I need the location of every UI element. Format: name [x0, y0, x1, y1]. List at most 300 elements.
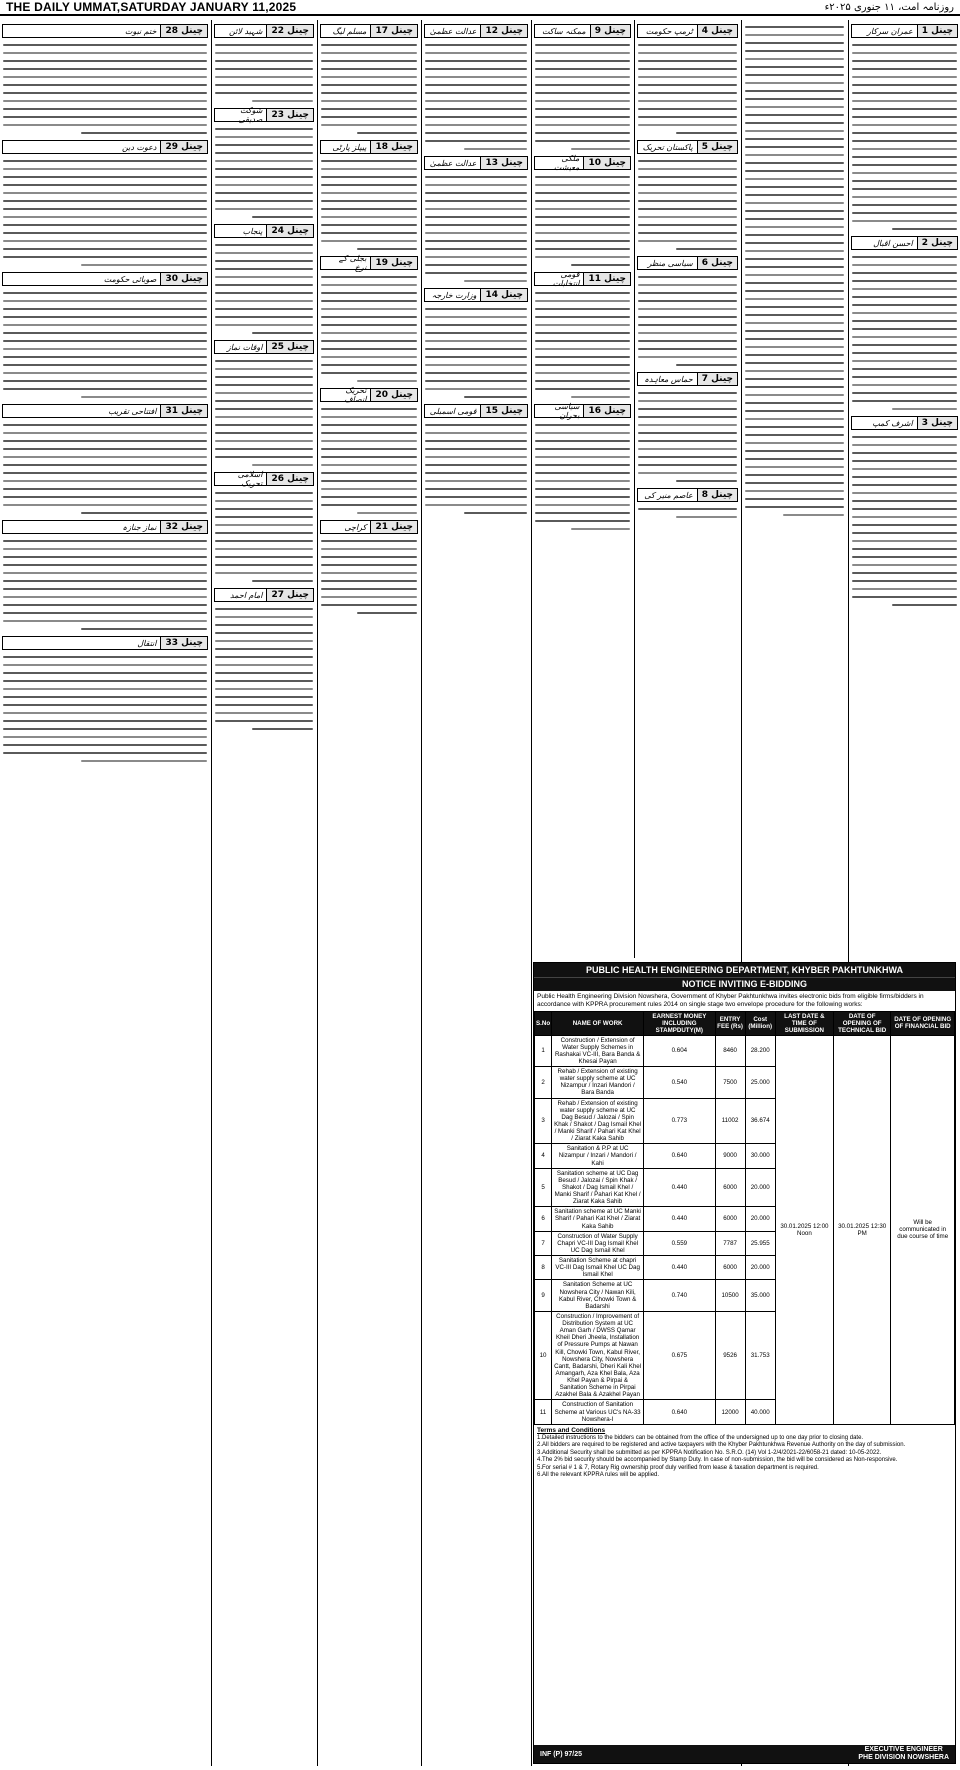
- text-line: [3, 208, 207, 210]
- news-item-header: [2, 140, 208, 154]
- text-line: [321, 488, 417, 490]
- text-line: [745, 442, 844, 444]
- text-line: [215, 704, 313, 706]
- text-line: [321, 216, 417, 218]
- news-item-number: چینل 21: [370, 521, 417, 533]
- news-item-title: انتقال: [137, 638, 157, 648]
- text-line: [745, 402, 844, 404]
- text-line: [215, 324, 313, 326]
- news-item-body: [321, 44, 417, 134]
- news-item-title: ملکی معیشت: [553, 154, 580, 172]
- text-line: [215, 508, 313, 510]
- text-line: [215, 448, 313, 450]
- text-line: [321, 76, 417, 78]
- text-line: [852, 212, 957, 214]
- text-line: [745, 74, 844, 76]
- text-line: [425, 44, 527, 46]
- text-line: [425, 52, 527, 54]
- text-line: [852, 556, 957, 558]
- news-item-title: تحریک انصاف: [344, 386, 367, 404]
- text-line: [852, 368, 957, 370]
- text-line: [852, 156, 957, 158]
- text-line: [535, 372, 630, 374]
- text-line: [3, 116, 207, 118]
- text-line: [3, 424, 207, 426]
- column-7: [211, 20, 316, 1766]
- text-line: [81, 512, 207, 514]
- text-line: [3, 224, 207, 226]
- text-line: [852, 124, 957, 126]
- text-line: [425, 372, 527, 374]
- text-line: [892, 408, 957, 410]
- text-line: [425, 108, 527, 110]
- text-line: [215, 516, 313, 518]
- text-line: [852, 328, 957, 330]
- news-item-title: حماس معاہدہ: [644, 374, 693, 384]
- text-line: [852, 264, 957, 266]
- text-line: [357, 612, 417, 614]
- news-item-header: [534, 24, 631, 38]
- news-item-title: قومی اسمبلی: [429, 406, 477, 416]
- text-line: [215, 456, 313, 458]
- news-item-body: [215, 128, 313, 218]
- text-line: [3, 540, 207, 542]
- text-line: [571, 148, 630, 150]
- text-line: [745, 138, 844, 140]
- tender-cell-sno: 8: [535, 1256, 552, 1280]
- text-line: [852, 76, 957, 78]
- text-line: [745, 250, 844, 252]
- text-line: [745, 346, 844, 348]
- text-line: [425, 92, 527, 94]
- text-line: [745, 306, 844, 308]
- text-line: [425, 132, 527, 134]
- text-line: [745, 474, 844, 476]
- tender-cell-sno: 6: [535, 1207, 552, 1231]
- text-line: [745, 154, 844, 156]
- text-line: [852, 68, 957, 70]
- tender-cell-sno: 3: [535, 1098, 552, 1144]
- text-line: [425, 388, 527, 390]
- text-line: [852, 376, 957, 378]
- news-item-title: ختم نبوت: [124, 26, 157, 36]
- news-item-header: [637, 372, 738, 386]
- text-line: [745, 370, 844, 372]
- text-line: [745, 178, 844, 180]
- text-line: [745, 490, 844, 492]
- text-line: [425, 356, 527, 358]
- text-line: [215, 184, 313, 186]
- tender-cell-work: Sanitation Scheme at chapri VC-III Dag Ismail Khel UC Dag Ismail Khel: [552, 1256, 644, 1280]
- news-item-title: عدالت عظمیٰ: [429, 26, 477, 36]
- text-line: [852, 140, 957, 142]
- ad-term-item: 5.For serial # 1 & 7, Rotary Rig ownership proof duly verified from lease & taxation department is required.: [537, 1464, 819, 1471]
- text-line: [535, 200, 630, 202]
- news-item-body: [3, 540, 207, 630]
- text-line: [321, 332, 417, 334]
- text-line: [321, 356, 417, 358]
- news-item-number: چینل 25: [266, 341, 313, 353]
- text-line: [638, 192, 737, 194]
- text-line: [3, 184, 207, 186]
- text-line: [321, 192, 417, 194]
- text-line: [535, 364, 630, 366]
- news-item-number: چینل 3: [917, 417, 957, 429]
- text-line: [252, 100, 313, 102]
- text-line: [852, 288, 957, 290]
- text-line: [745, 386, 844, 388]
- news-item-title: پنجاب: [242, 226, 263, 236]
- news-item-number: چینل 9: [590, 25, 630, 37]
- text-line: [321, 44, 417, 46]
- text-line: [745, 498, 844, 500]
- text-line: [745, 162, 844, 164]
- text-line: [321, 456, 417, 458]
- text-line: [852, 532, 957, 534]
- text-line: [638, 44, 737, 46]
- text-line: [357, 248, 417, 250]
- text-line: [852, 492, 957, 494]
- news-item-body: [425, 424, 527, 514]
- text-line: [215, 92, 313, 94]
- news-item-body: [425, 44, 527, 150]
- news-item-header: [851, 236, 958, 250]
- tender-cell-cost: 20.000: [745, 1207, 775, 1231]
- text-line: [321, 224, 417, 226]
- text-line: [215, 60, 313, 62]
- text-line: [3, 728, 207, 730]
- text-line: [215, 624, 313, 626]
- text-line: [215, 680, 313, 682]
- text-line: [3, 176, 207, 178]
- text-line: [425, 248, 527, 250]
- news-item-number: چینل 26: [266, 473, 313, 485]
- text-line: [3, 440, 207, 442]
- text-line: [638, 472, 737, 474]
- news-item-header: [2, 404, 208, 418]
- text-line: [321, 496, 417, 498]
- news-item-title: عمران سرکار: [867, 26, 913, 36]
- text-line: [852, 180, 957, 182]
- tender-cell-em: 0.440: [644, 1256, 715, 1280]
- text-line: [745, 122, 844, 124]
- text-line: [852, 524, 957, 526]
- text-line: [215, 276, 313, 278]
- text-line: [215, 300, 313, 302]
- news-item-body: [535, 44, 630, 150]
- ad-term-item: 6.All the relevant KPPRA rules will be applied.: [537, 1472, 660, 1479]
- text-line: [215, 556, 313, 558]
- text-line: [745, 218, 844, 220]
- text-line: [745, 170, 844, 172]
- text-line: [3, 596, 207, 598]
- text-line: [425, 332, 527, 334]
- tender-advertisement: [533, 962, 956, 1764]
- text-line: [215, 656, 313, 658]
- text-line: [3, 364, 207, 366]
- tender-table-row: [535, 1035, 955, 1067]
- news-item-title: ممکنہ ساکت: [541, 26, 586, 36]
- text-line: [852, 220, 957, 222]
- text-line: [638, 416, 737, 418]
- text-line: [745, 42, 844, 44]
- text-line: [3, 712, 207, 714]
- text-line: [638, 224, 737, 226]
- text-line: [3, 372, 207, 374]
- news-item-title: وزارت خارجہ: [431, 290, 477, 300]
- tender-cell-cost: 20.000: [745, 1168, 775, 1207]
- tender-cell-fee: 10500: [715, 1280, 745, 1312]
- text-line: [535, 380, 630, 382]
- text-line: [638, 168, 737, 170]
- text-line: [745, 90, 844, 92]
- news-item-body: [535, 176, 630, 266]
- text-line: [321, 52, 417, 54]
- text-line: [571, 396, 630, 398]
- news-item-body: [852, 256, 957, 410]
- text-line: [3, 736, 207, 738]
- news-item-body: [215, 360, 313, 466]
- text-line: [852, 312, 957, 314]
- text-line: [321, 92, 417, 94]
- news-item-body: [215, 608, 313, 730]
- text-line: [321, 416, 417, 418]
- news-item-header: [214, 472, 314, 486]
- text-line: [745, 338, 844, 340]
- text-line: [215, 368, 313, 370]
- text-line: [638, 76, 737, 78]
- tender-table-column-header: S.No: [535, 1011, 552, 1035]
- text-line: [357, 380, 417, 382]
- ad-terms: [534, 1425, 955, 1482]
- text-line: [3, 240, 207, 242]
- text-line: [535, 292, 630, 294]
- text-line: [425, 224, 527, 226]
- text-line: [852, 116, 957, 118]
- text-line: [321, 60, 417, 62]
- text-line: [852, 92, 957, 94]
- text-line: [3, 620, 207, 622]
- text-line: [3, 580, 207, 582]
- news-item-title: شہید لائن: [229, 26, 263, 36]
- text-line: [852, 204, 957, 206]
- news-item-body: [535, 424, 630, 530]
- tender-cell-em: 0.640: [644, 1400, 715, 1424]
- text-line: [535, 140, 630, 142]
- news-item-number: چینل 15: [480, 405, 527, 417]
- text-line: [425, 432, 527, 434]
- tender-cell-work: Sanitation & P.P at UC Nizampur / Inzari / Mandori / Kahi: [552, 1144, 644, 1168]
- news-item-body: [745, 26, 844, 516]
- text-line: [425, 184, 527, 186]
- text-line: [852, 272, 957, 274]
- text-line: [535, 324, 630, 326]
- text-line: [535, 100, 630, 102]
- text-line: [535, 424, 630, 426]
- text-line: [215, 664, 313, 666]
- news-item-body: [321, 540, 417, 614]
- ad-term-item: 1.Detailed instructions to the bidders can be obtained from the office of the undersigned up to one day prior to closing date.: [537, 1434, 864, 1441]
- news-item-title: سیاسی منظر: [647, 258, 693, 268]
- news-item-number: چینل 31: [160, 405, 207, 417]
- text-line: [535, 240, 630, 242]
- text-line: [852, 436, 957, 438]
- news-item-number: چینل 10: [583, 157, 630, 169]
- text-line: [321, 184, 417, 186]
- text-line: [3, 380, 207, 382]
- text-line: [535, 216, 630, 218]
- tender-cell-fee: 12000: [715, 1400, 745, 1424]
- text-line: [3, 232, 207, 234]
- tender-cell-em: 0.640: [644, 1144, 715, 1168]
- text-line: [425, 84, 527, 86]
- text-line: [852, 564, 957, 566]
- tender-table-column-header: LAST DATE & TIME OF SUBMISSION: [775, 1011, 833, 1035]
- text-line: [321, 316, 417, 318]
- tender-cell-fee: 6000: [715, 1256, 745, 1280]
- text-line: [745, 450, 844, 452]
- text-line: [215, 52, 313, 54]
- text-line: [638, 308, 737, 310]
- text-line: [321, 348, 417, 350]
- text-line: [745, 66, 844, 68]
- text-line: [3, 496, 207, 498]
- tender-cell-em: 0.740: [644, 1280, 715, 1312]
- news-item-header: [320, 140, 418, 154]
- text-line: [852, 304, 957, 306]
- news-item-title: شوکت صدیقی: [238, 106, 263, 124]
- text-line: [3, 548, 207, 550]
- text-line: [215, 376, 313, 378]
- text-line: [535, 44, 630, 46]
- text-line: [852, 108, 957, 110]
- text-line: [852, 596, 957, 598]
- text-line: [638, 240, 737, 242]
- news-item-number: چینل 30: [160, 273, 207, 285]
- text-line: [852, 52, 957, 54]
- news-item-header: [424, 156, 528, 170]
- text-line: [638, 448, 737, 450]
- text-line: [638, 200, 737, 202]
- text-line: [852, 540, 957, 542]
- text-line: [215, 152, 313, 154]
- text-line: [571, 528, 630, 530]
- text-line: [638, 92, 737, 94]
- news-item-header: [214, 24, 314, 38]
- text-line: [3, 604, 207, 606]
- text-line: [852, 44, 957, 46]
- column-3: [634, 20, 740, 958]
- text-line: [215, 176, 313, 178]
- news-item-title: پاکستان تحریک: [642, 142, 693, 152]
- text-line: [852, 148, 957, 150]
- text-line: [321, 308, 417, 310]
- text-line: [535, 108, 630, 110]
- text-line: [745, 394, 844, 396]
- text-line: [745, 106, 844, 108]
- text-line: [215, 632, 313, 634]
- text-line: [535, 448, 630, 450]
- tender-cell-work: Sanitation scheme at UC Dag Besud / Jalozai / Spin Khak / Shakot / Dag Ismail Khel / Manki Sharif / Pahari Kat Khel / Ziarat Kaka Sahib: [552, 1168, 644, 1207]
- text-line: [3, 308, 207, 310]
- text-line: [3, 744, 207, 746]
- ad-intro: Public Health Engineering Division Nowshera, Government of Khyber Pakhtunkhwa invites electronic bids from eligible firms/bidders in accordance with KPPRA procurement rules 2014 on single stage two envelope procedure for the following works:: [537, 993, 924, 1008]
- text-line: [638, 456, 737, 458]
- news-item-number: چینل 14: [480, 289, 527, 301]
- text-line: [745, 362, 844, 364]
- text-line: [215, 696, 313, 698]
- news-item-header: [637, 140, 738, 154]
- text-line: [638, 84, 737, 86]
- text-line: [215, 608, 313, 610]
- tender-cell-sno: 10: [535, 1311, 552, 1400]
- news-item-number: چینل 17: [370, 25, 417, 37]
- text-line: [745, 426, 844, 428]
- text-line: [3, 588, 207, 590]
- news-item-body: [215, 44, 313, 102]
- tender-table-column-header: ENTRY FEE (Rs): [715, 1011, 745, 1035]
- text-line: [3, 556, 207, 558]
- text-line: [425, 68, 527, 70]
- text-line: [215, 432, 313, 434]
- tender-cell-em: 0.559: [644, 1231, 715, 1255]
- text-line: [215, 416, 313, 418]
- text-line: [425, 192, 527, 194]
- text-line: [215, 384, 313, 386]
- text-line: [3, 472, 207, 474]
- text-line: [425, 100, 527, 102]
- text-line: [3, 464, 207, 466]
- text-line: [215, 168, 313, 170]
- text-line: [852, 384, 957, 386]
- news-item-title: ٹرمپ حکومت: [645, 26, 693, 36]
- text-line: [535, 488, 630, 490]
- tender-cell-last-date: 30.01.2025 12:00 Noon: [775, 1035, 833, 1424]
- text-line: [852, 484, 957, 486]
- tender-cell-cost: 35.000: [745, 1280, 775, 1312]
- text-line: [215, 564, 313, 566]
- text-line: [3, 76, 207, 78]
- tender-cell-sno: 2: [535, 1067, 552, 1099]
- tender-cell-cost: 25.955: [745, 1231, 775, 1255]
- text-line: [852, 500, 957, 502]
- text-line: [3, 572, 207, 574]
- news-item-title: دعوت دین: [122, 142, 157, 152]
- text-line: [3, 100, 207, 102]
- tender-cell-cost: 20.000: [745, 1256, 775, 1280]
- tender-cell-tech-date: 30.01.2025 12:30 PM: [833, 1035, 890, 1424]
- text-line: [464, 280, 527, 282]
- text-line: [3, 256, 207, 258]
- text-line: [425, 140, 527, 142]
- news-item-number: چینل 29: [160, 141, 207, 153]
- text-line: [852, 444, 957, 446]
- text-line: [425, 496, 527, 498]
- text-line: [535, 308, 630, 310]
- text-line: [676, 364, 737, 366]
- text-line: [3, 108, 207, 110]
- text-line: [745, 266, 844, 268]
- news-item-number: چینل 2: [917, 237, 957, 249]
- text-line: [321, 208, 417, 210]
- text-line: [535, 116, 630, 118]
- text-line: [535, 60, 630, 62]
- text-line: [535, 300, 630, 302]
- text-line: [3, 680, 207, 682]
- text-line: [215, 408, 313, 410]
- tender-table: [534, 1011, 955, 1425]
- text-line: [425, 240, 527, 242]
